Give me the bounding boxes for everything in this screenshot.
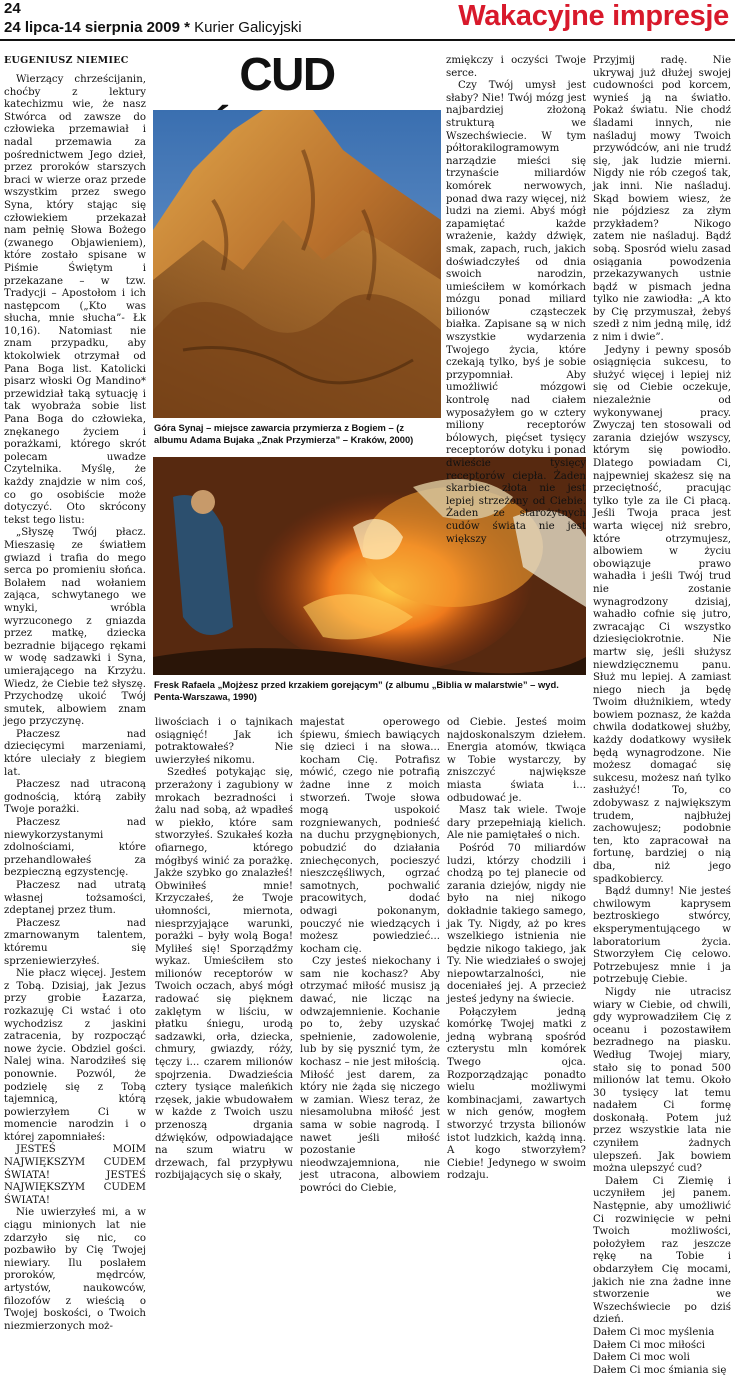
article-column-1: [4, 55, 146, 1332]
paragraph: liwościach i o tajnikach osiągnięć! Jak ich potraktowałeś? Nie uwierzyłeś nikomu.: [155, 717, 293, 766]
paragraph: Masz tak wiele. Twoje dary przepełniają kielich. Ale nie pamiętałeś o nich.: [447, 805, 586, 842]
section-title: Wakacyjne impresje: [458, 0, 729, 32]
paragraph: Dałem Ci moc miłości: [593, 1339, 706, 1351]
issue-date: [4, 19, 302, 36]
paragraph: zmiękczy i oczyści Twoje serce.: [446, 55, 586, 79]
paragraph: Płaczesz nad niewykorzystanymi zdolnościami, które przehandlowałeś za bezpieczną egzystencję.: [4, 817, 146, 879]
paragraph: Przyjmij radę. Nie ukrywaj już dłużej swojej cudowności pod korcem, wynieś ją na światło. Pokaż światu. Nie chodź śladami innych, nie naśladuj mowy Twoich przywódców, ani nie trudź się, jak ludzie mierni. Nigdy nie rób czegoś tak, jak inni. Nie naśladuj. Skąd bowiem wiesz, że nie pójdziesz za złym przykładem? Nikogo zatem nie naśladuj. Bądź sobą. Sposród wielu zasad osiągania powodzenia przekazywanych ustnie bądź w pismach jedna tylko nie zawiodła: „A kto by Cię przymuszał, żebyś szedł z nim jedną milę, idź z nim i dwie”.: [593, 55, 731, 344]
bottom-photo-caption: Fresk Rafaela „Mojżesz przed krzakiem gorejącym” (z albumu „Biblia w malarstwie” – wyd. Penta-Warszawa, 1990): [154, 679, 559, 702]
paragraph: Szedłeś potykając się, przerażony i zagubiony w mrokach bezradności i żalu nad sobą, aż wpadłeś w piekło, które sam stworzyłeś. Szukałeś kozła ofiarnego, którego mógłbyś winić za porażkę. Jakże szybko go znalazłeś! Obwiniłeś mnie! Krzyczałeś, że Twoje ułomności, miernota, niesprzyjające warunki, porażki – były wolą Boga! Myliłeś się! Sporządźmy wykaz. Umieściłem sto milionów receptorów w Twoich oczach, abyś mógł radować się pięknem zaklętym w liściu, w płatku śniegu, urodą sadzawki, orła, dziecka, chmury, gwiazdy, róży, tęczy i... czarem milionów spojrzenia. Dwadzieścia cztery tysiące maleńkich rzęsek, jakie wbudowałem w każde z Twoich uszu przenoszą drgania dźwięków, odpowiadające na szum wiatru w drzewach, fal przypływu rozbijających się o skały,: [155, 767, 293, 1182]
paragraph: Bądź dumny! Nie jesteś chwilowym kaprysem beztroskiego stwórcy, eksperymentującego w laboratorium życia. Stworzyłem Cię celowo. Potrzebujesz mnie i ja potrzebuję Ciebie.: [593, 886, 731, 986]
paragraph: Płaczesz nad utraconą godnością, którą zabiły Twoje porażki.: [4, 779, 146, 816]
paragraph: Nigdy nie utracisz wiary w Ciebie, od chwili, gdy wyprowadziłem Cię z oceanu i pozostawiłem bezradnego na piasku. Według Twojej miary, stało się to ponad 500 milionów lat temu. Około 30 tysięcy lat temu nadałem Ci formę doskonałą. Potem już przez wszystkie lata nie czyniłem żadnych ulepszeń. Jak bowiem można ulepszyć cud?: [593, 986, 731, 1175]
paragraph: Czy Twój umysł jest słaby? Nie! Twój mózg jest najbardziej złożoną strukturą we Wszechświecie. W tym półtorakilogramowym narządzie mieści się trzynaście miliardów komórek nerwowych, ponad dwa razy więcej, niż ludzi na ziemi. Abyś mógł zapamiętać każde wrażenie, każdy dźwięk, smak, zapach, ruch, jakich doświadczyłeś od dnia swoich narodzin, umieściłem w komórkach mózgu ponad miliard bilionów cząsteczek białka. Zapisane są w nich wszystkie wydarzenia Twojego życia, które czekają tylko, byś je sobie przypomniał. Aby umożliwić mózgowi kontrolę nad ciałem wyposażyłem go w cztery miliony receptorów bólowych, pięćset tysięcy receptorów dotyku i ponad dwieście tysięcy receptorów ciepła. Żaden skarbiec złota nie jest lepiej strzeżony od Ciebie. Żaden ze starożytnych cudów świata nie jest większy: [446, 80, 586, 545]
paragraph: JESTEŚ MOIM NAJWIĘKSZYM CUDEM ŚWIATA! JESTEŚ NAJWIĘKSZYM CUDEM ŚWIATA!: [4, 1144, 146, 1206]
bottom-column-3: [447, 717, 586, 1182]
top-photo-caption: Góra Synaj – miejsce zawarcia przymierza z Bogiem – (z albumu Adama Bujaka „Znak Przymierza” – Kraków, 2000): [154, 422, 414, 445]
header-rule: [0, 39, 735, 41]
paragraph: Nie płacz więcej. Jestem z Tobą. Dzisiaj, jak Jezus przy grobie Łazarza, rozkazuję Ci wstać i oto wychodzisz z jaskini zatracenia, by rozpocząć nowe życie. Obdziel gości. Nalej wina. Narodziłeś się ponownie. Pozwól, że podzielę się z Tobą tajemnicą, którą powierzyłem Ci w momencie narodzin i o której zapomniałeś:: [4, 968, 146, 1143]
paragraph: majestat operowego śpiewu, śmiech bawiących się dzieci i na słowa... kocham Cię. Potrafisz mówić, czego nie potrafią żadne inne z moich stworzeń. Twoje słowa mogą uspokoić rozgniewanych, podnieść na duchu przygnębionych, pobudzić do działania zniechęconych, pocieszyć nieszczęśliwych, ogrzać samotnych, pochwalić pracowitych, dodać odwagi pokonanym, pouczyć nie wiedzących i możesz powiedzieć... kocham cię.: [300, 717, 440, 955]
mount-sinai-photo: [153, 110, 441, 418]
paragraph: Pośród 70 miliardów ludzi, którzy chodzili i chodzą po tej planecie od zarania dziejów, nigdy nie było na niej nikogo dokładnie takiego samego, jak Ty. Nigdy, aż po kres wszelkiego istnienia nie będzie nikogo takiego, jak Ty. Nie wiedziałeś o swojej niepowtarzalności, nie doceniałeś jej. A przecież jesteś jedyny na świecie.: [447, 842, 586, 1006]
article-title: CUD: [239, 48, 335, 100]
paragraph: Płaczesz nad dziecięcymi marzeniami, które uleciały z biegiem lat.: [4, 728, 146, 778]
paragraph: od Ciebie. Jesteś moim najdoskonalszym dziełem. Energia atomów, tkwiąca w Tobie wystarczy, by zniszczyć największe miasta świata i... odbudować je.: [447, 717, 586, 804]
article-column-3: [593, 55, 731, 1376]
paragraph: Płaczesz nad zmarnowanym talentem, któremu się sprzeniewierzyłeś.: [4, 917, 146, 967]
paragraph: Płaczesz nad utratą własnej tożsamości, zdeptanej przez tłum.: [4, 880, 146, 917]
author-byline: EUGENIUSZ NIEMIEC: [4, 55, 129, 66]
bottom-column-2: [300, 717, 440, 1194]
paragraph: Dałem Ci moc śmiania się: [593, 1364, 727, 1376]
date-text: 24 lipca-14 sierpnia 2009 *: [4, 19, 190, 36]
bottom-column-1: [155, 717, 293, 1182]
paragraph: Nie uwierzyłeś mi, a w ciągu minionych lat nie zdarzyło się nic, co pozbawiło by Cię Twojej niewiary. Ilu poslałem proroków, mędrców, artystów, naukowców, filozofów z wieścią o Twojej boskości, o Twoich niezmierzonych moż-: [4, 1207, 146, 1332]
paragraph: Jedyny i pewny sposób osiągnięcia sukcesu, to służyć więcej i lepiej niż się od Ciebie oczekuje, niezależnie od wykonywanej pracy. Zwyczaj ten stosowali od zarania dziejów wszyscy, którym się powiodło. Dlatego powiadam Ci, najpewniej skażesz się na przeciętność, pracując tylko tyle za ile Ci płacą. Jeśli Twoja praca jest warta więcej niż srebro, które otrzymujesz, albowiem w życiu obowiązuje prawo wahadła i jeśli Twój trud nie zostanie wynagrodzony dzisiaj, wahadło cofnie się jutro, zwracając Ci wszystko dziesięciokrotnie. Nie martw się, jeśli służysz niewdzięcznemu panu. Służ mu lepiej. A zamiast niego niech ja będę Twoim dłużnikiem, wtedy bowiem poznasz, że każda chwila dodatkowej służby, każdy dodatkowy wysiłek będą wynagrodzone. Nie możesz domagać się sukcesu, możesz nań tylko zasłużyć! To, co zdobywasz z największym trudem, najbłużej zachowujesz; podobnie ten, kto zapracował na fortunę, bardziej o nią dba, niż jego spadkobiercy.: [593, 344, 731, 885]
paragraph: Połączyłem jedną komórkę Twojej matki z jedną wybraną spośród czterystu mln komórek Twego ojca. Rozporządzając ponadto wielu możliwymi kombinacjami, zawartych w nich genów, mogłem stworzyć trzysta bilionów istot ludzkich, każdą inną. A kogo stworzyłem? Ciebie! Jedynego w swoim rodzaju.: [447, 1006, 586, 1182]
paragraph: „Słyszę Twój płacz. Mieszasię ze światłem gwiazd i trafia do mego serca po promieniu słońca. Bolałem nad wołaniem zająca, schwytanego we wnyki, wróbla wyrzuconego z gniazda przez matkę, dziecka bezradnie bijącego rękami w wodę sadzawki i Syna, umierającego na Krzyżu. Wiedz, że Ciebie też słyszę. Przychodzę ukoić Twój smutek, albowiem znam jego przyczynę.: [4, 527, 146, 728]
paper-name: Kurier Galicyjski: [189, 19, 302, 36]
paragraph: Dałem Ci moc woli: [593, 1352, 690, 1364]
article-column-2: [446, 55, 586, 545]
page-number: 24: [4, 0, 21, 17]
paragraph: Dałem Ci moc myślenia: [593, 1326, 715, 1338]
paragraph: Czy jesteś niekochany i sam nie kochasz? Aby otrzymać miłość musisz ją dawać, nie licząc na odwzajemnienie. Kochanie po to, żeby uzyskać spełnienie, zadowolenie, lub by się pysznić tym, że kochasz – nie jest miłością. Miłość jest darem, za który nie żąda się niczego w zamian. Wiesz teraz, że niesamolubna miłość jest sama w sobie nagrodą. I nawet jeśli miłość pozostanie nieodwzajemniona, nie jest utracona, albowiem powróci do Ciebie,: [300, 956, 440, 1194]
paragraph: Wierzący chrześcijanin, choćby z lektury katechizmu wie, że nasz Stwórca od zawsze do człowieka przemawiał i nadal przemawia za pośrednictwem Jego dzieł, przez proroków starszych braci w wierze oraz przede wszystkim przez swego Syna, który stając się człowiekiem przekazał nam pełnię Słowa Bożego (zwanego Objawieniem), które zostało spisane w Piśmie Świętym i przekazane – w tzw. Tradycji – Apostołom i ich następcom („Kto was słucha, mnie słucha”- Łk 10,16). Natomiast nie znam przypadku, aby ktokolwiek otrzymał od Pana Boga list. Katolicki pisarz włoski Og Mandino* przewidział taką sytuację i tak wyobraża sobie list Pana Boga do człowieka, znękanego życiem i porażkami, którego skrót polecam uwadze Czytelnika. Myślę, że każdy znajdzie w nim coś, co go osobiście może dotyczyć. Oto skrócony tekst tego listu:: [4, 74, 146, 526]
paragraph: Dałem Ci Ziemię i uczyniłem jej panem. Następnie, aby umożliwić Ci rozwinięcie w pełni Twoich możliwości, położyłem raz jeszcze rękę na Tobie i obdarzyłem Cię mocami, jakich nie zna żadne inne stworzenie we Wszechświecie po dziś dzień.: [593, 1175, 731, 1326]
